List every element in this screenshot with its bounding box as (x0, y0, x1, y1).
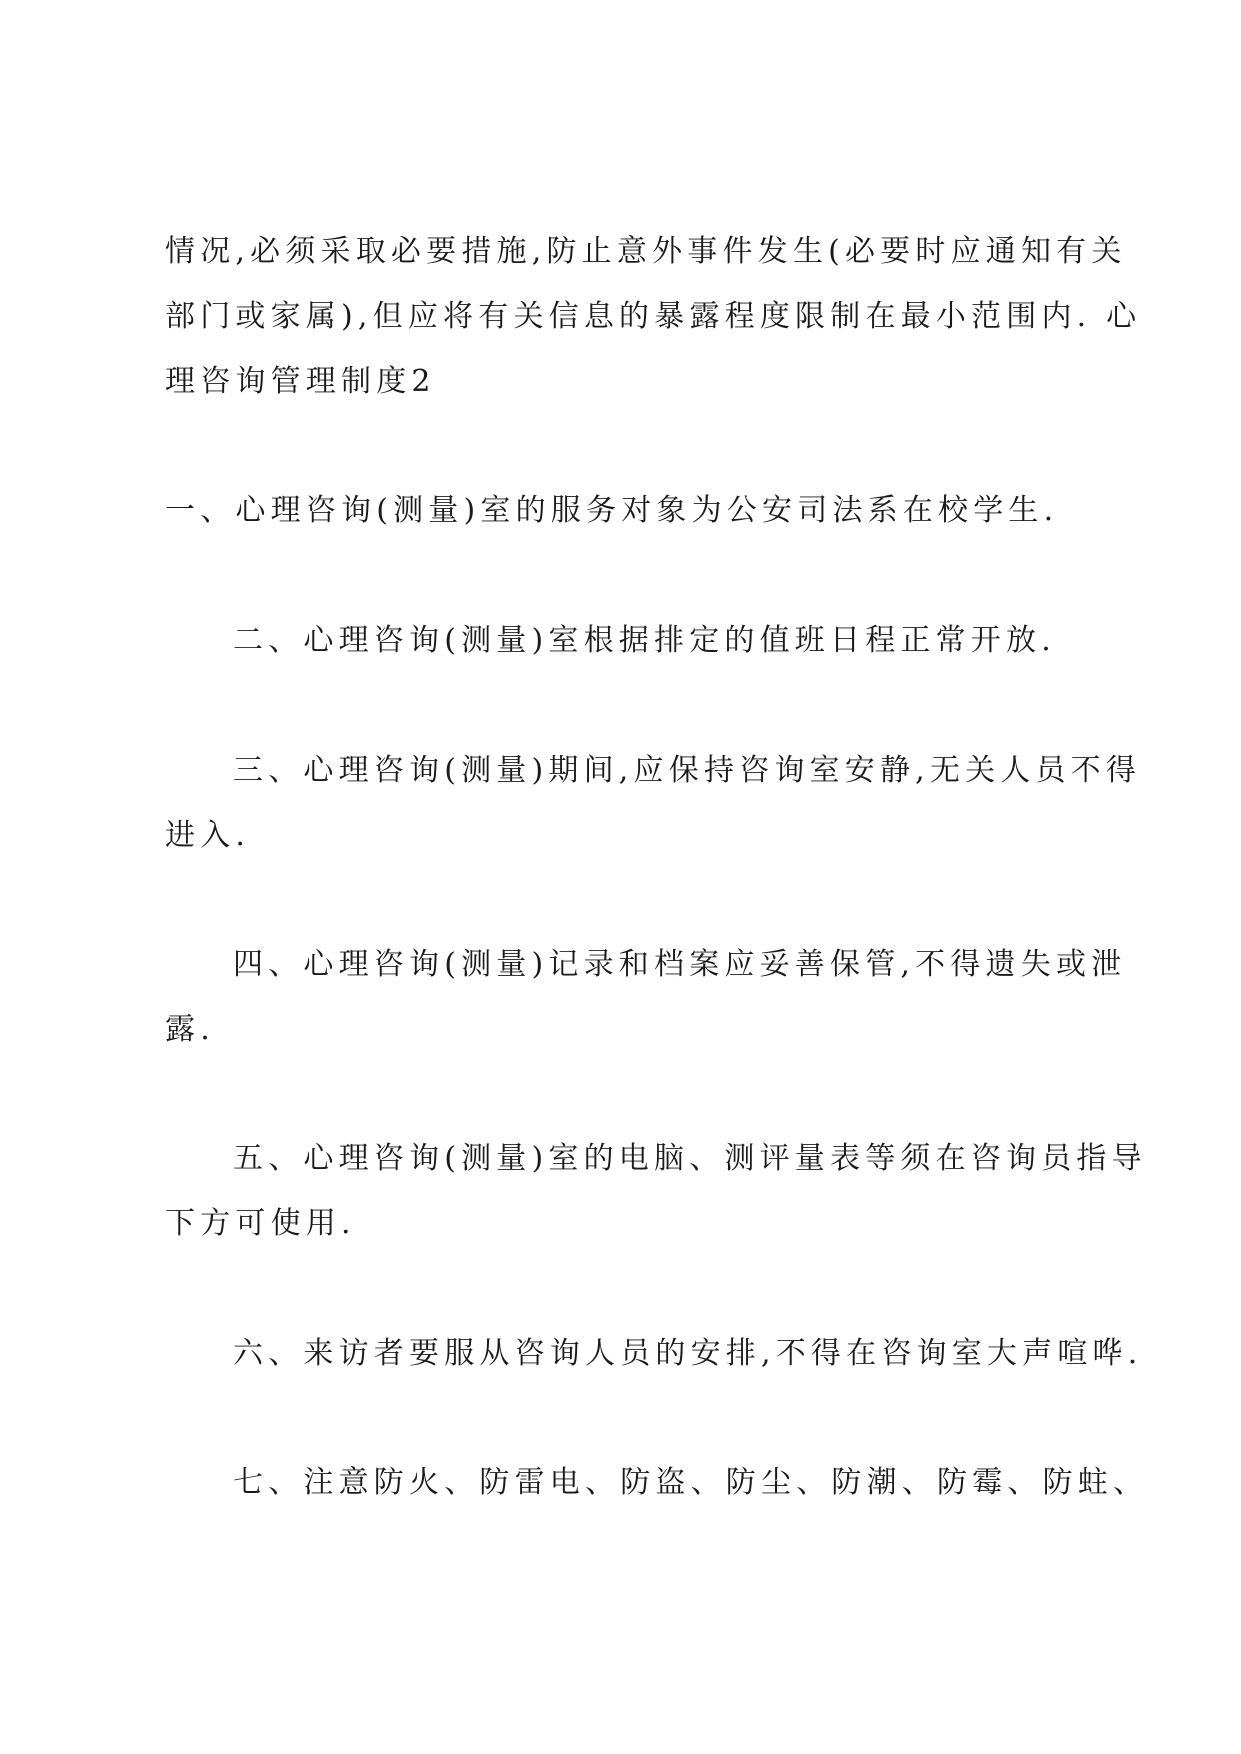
rule-4-continuation: 露. (165, 1012, 215, 1047)
rule-6: 六、来访者要服从咨询人员的安排,不得在咨询室大声喧哗. (233, 1336, 1143, 1371)
rule-4: 四、心理咨询(测量)记录和档案应妥善保管,不得遗失或泄 (233, 947, 1127, 982)
rule-5-continuation: 下方可使用. (165, 1206, 356, 1241)
rule-7: 七、注意防火、防雷电、防盗、防尘、防潮、防霉、防蛀、 (233, 1465, 1149, 1500)
rule-3-continuation: 进入. (165, 818, 251, 853)
rule-5: 五、心理咨询(测量)室的电脑、测评量表等须在咨询员指导 (233, 1141, 1147, 1176)
text-line: 部门或家属),但应将有关信息的暴露程度限制在最小范围内. 心 (165, 299, 1142, 334)
rule-3: 三、心理咨询(测量)期间,应保持咨询室安静,无关人员不得 (233, 753, 1142, 788)
rule-2: 二、心理咨询(测量)室根据排定的值班日程正常开放. (233, 623, 1056, 658)
text-line: 理咨询管理制度2 (165, 364, 436, 399)
text-line: 情况,必须采取必要措施,防止意外事件发生(必要时应通知有关 (165, 234, 1127, 269)
rule-1: 一、心理咨询(测量)室的服务对象为公安司法系在校学生. (165, 493, 1059, 528)
